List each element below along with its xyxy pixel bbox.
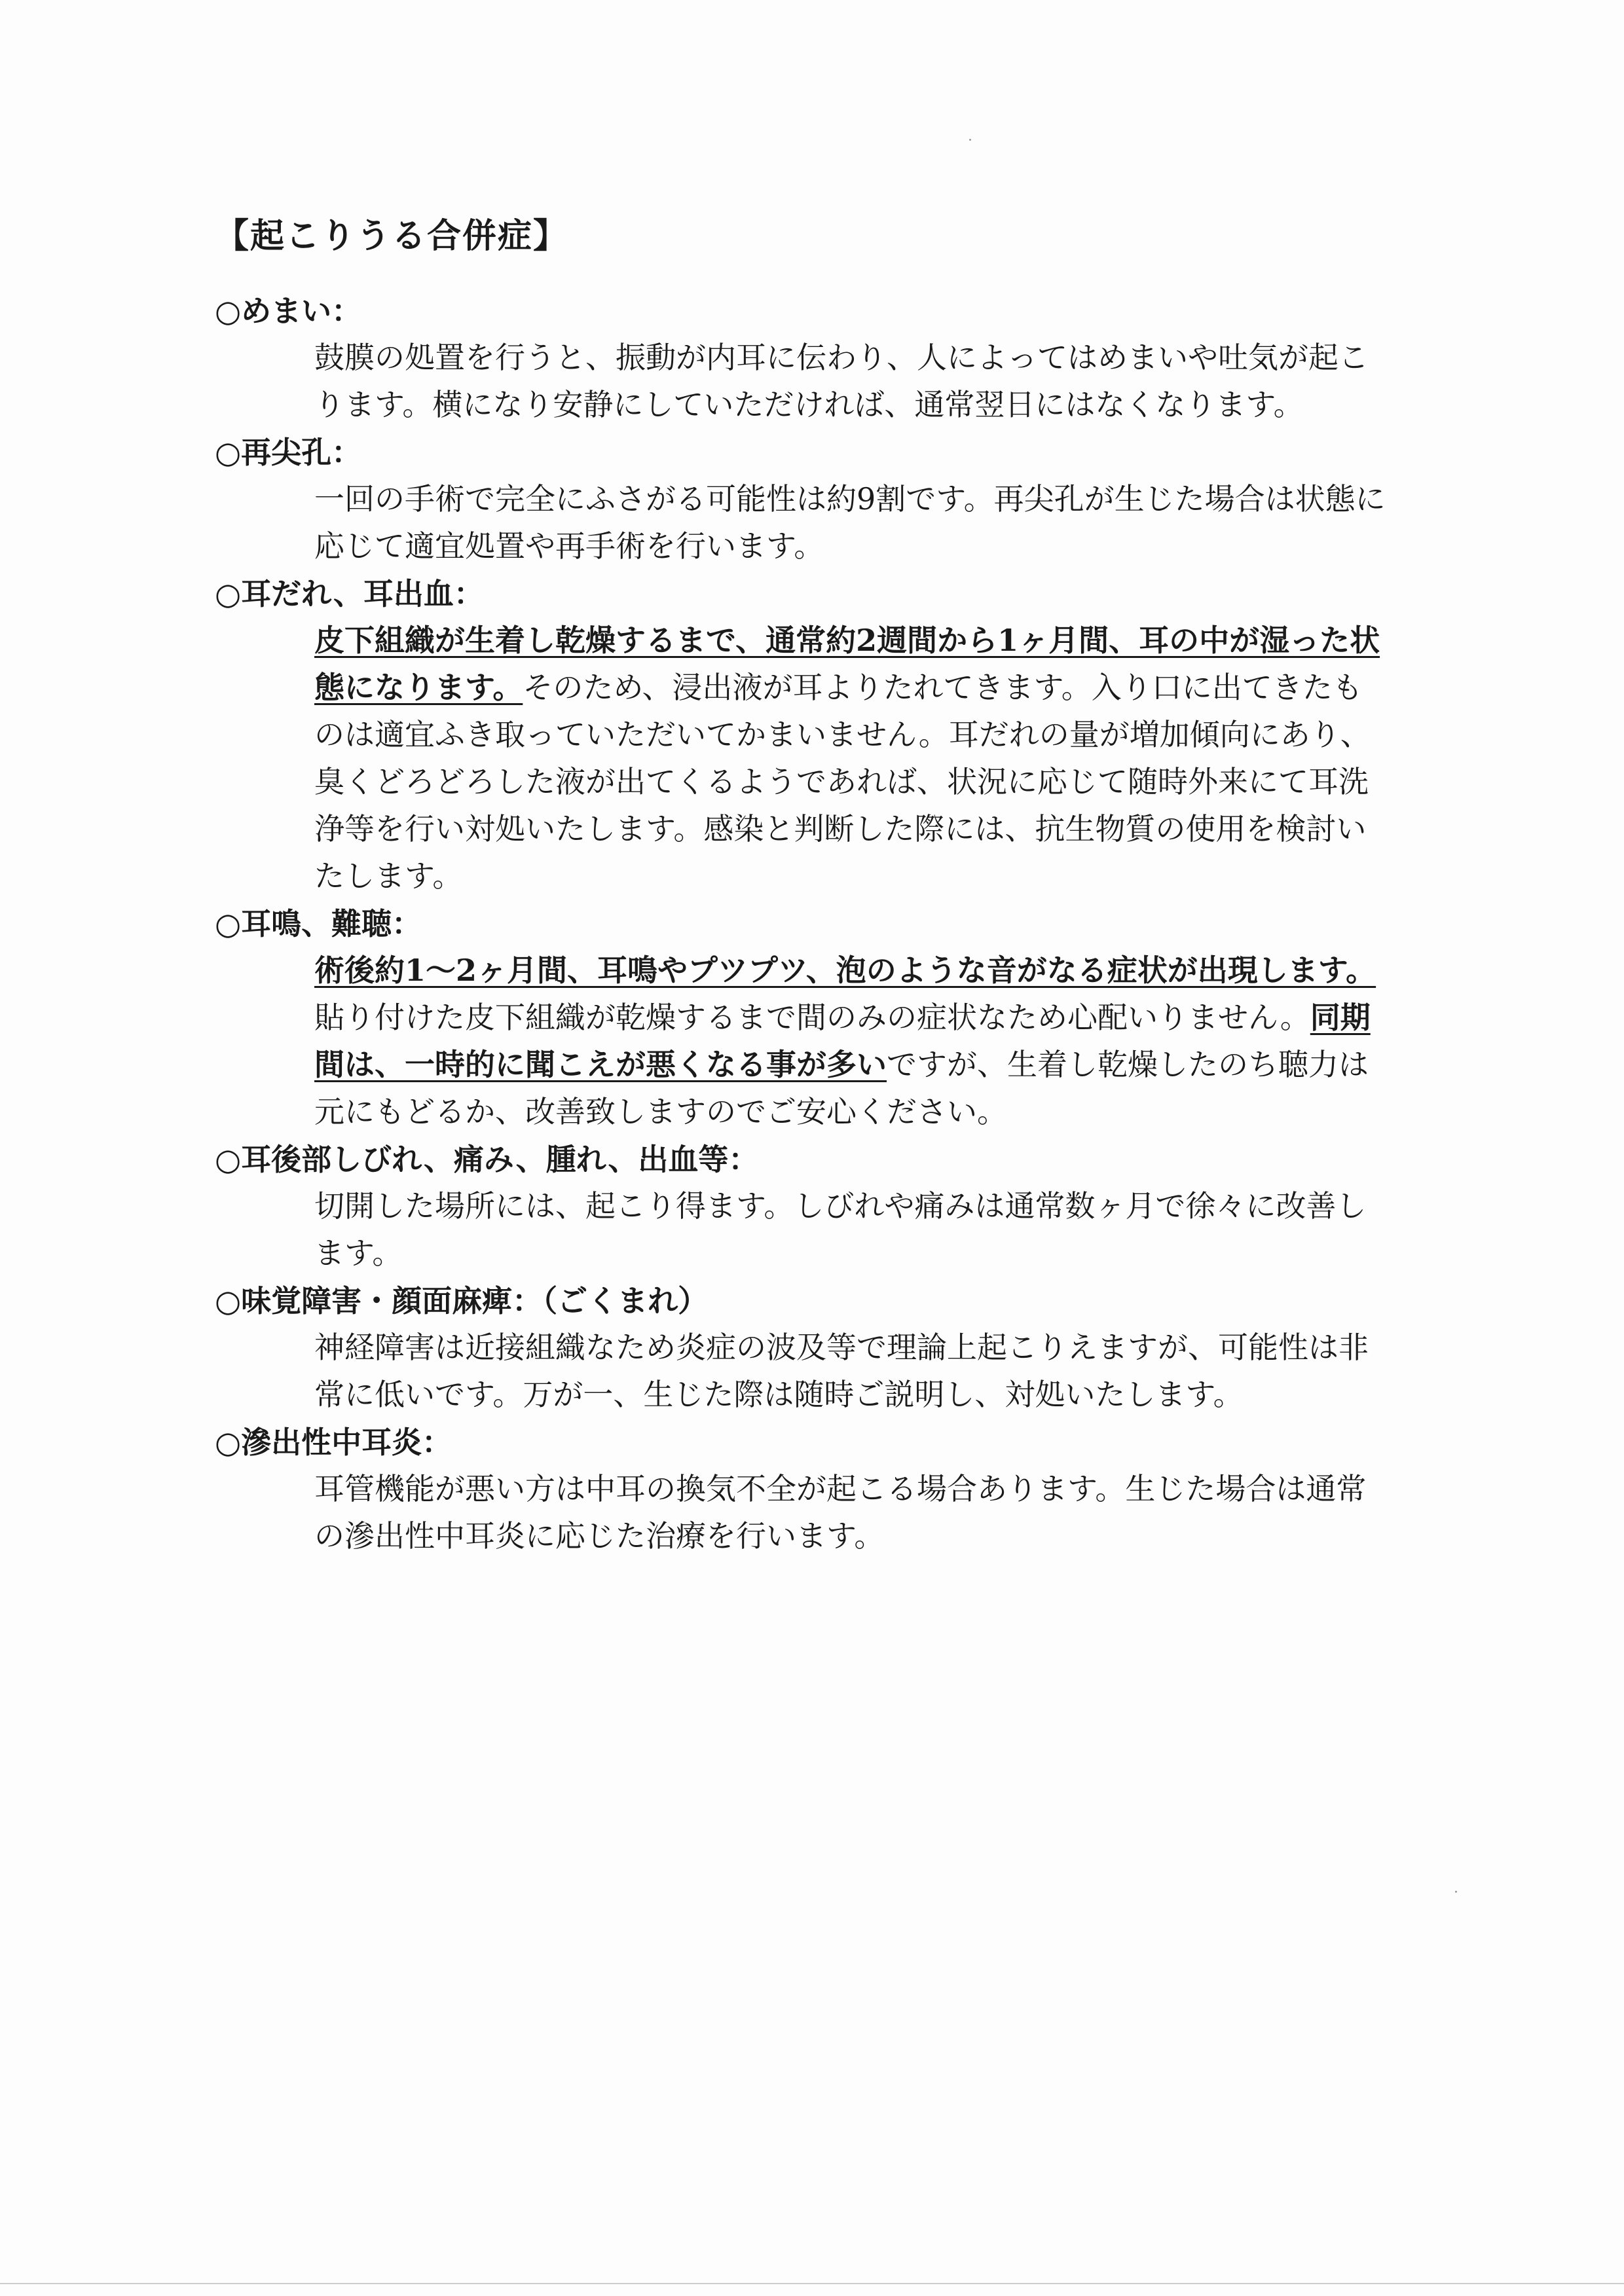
underlined-text: 間は、一時的に聞こえが悪くなる事が多い xyxy=(314,1047,887,1082)
section-body xyxy=(215,617,1459,900)
text-line xyxy=(314,711,1459,758)
section-body xyxy=(215,947,1459,1135)
text-line xyxy=(314,1371,1459,1418)
body-text: 鼓膜の処置を行うと、振動が内耳に伝わり、人によってはめまいや吐気が起こ xyxy=(314,340,1369,375)
underlined-text: 同期 xyxy=(1310,1000,1371,1035)
section-body xyxy=(215,1182,1459,1277)
text-line xyxy=(314,758,1459,805)
text-line xyxy=(314,1324,1459,1371)
text-line xyxy=(314,805,1459,852)
body-text: 切開した場所には、起こり得ます。しびれや痛みは通常数ヶ月で徐々に改善し xyxy=(314,1188,1367,1224)
scan-edge-line xyxy=(0,2283,1624,2284)
body-text: たします。 xyxy=(314,858,463,894)
text-line xyxy=(314,1230,1459,1277)
text-line xyxy=(314,617,1459,664)
section-heading: ○滲出性中耳炎： xyxy=(215,1425,452,1460)
document-title: 【起こりうる合併症】 xyxy=(215,216,569,256)
document-content xyxy=(215,288,1459,1561)
section-heading: ○耳だれ、耳出血： xyxy=(215,576,484,611)
section xyxy=(215,901,1459,1135)
text-line xyxy=(314,852,1459,900)
text-line xyxy=(314,381,1459,428)
body-text: 元にもどるか、改善致しますのでご安心ください。 xyxy=(314,1094,1007,1129)
text-line xyxy=(314,664,1459,711)
section-heading: ○耳後部しびれ、痛み、腫れ、出血等： xyxy=(215,1142,759,1177)
section-heading: ○再尖孔： xyxy=(215,435,362,470)
underlined-text: 術後約1～2ヶ月間、耳鳴やプツプツ、泡のような音がなる症状が出現します。 xyxy=(314,953,1376,988)
section-heading: ○味覚障害・顔面麻痺：（ごくまれ） xyxy=(215,1283,709,1319)
text-line xyxy=(314,994,1459,1041)
section xyxy=(215,1278,1459,1418)
text-line xyxy=(314,1041,1459,1088)
body-text: 浄等を行い対処いたします。感染と判断した際には、抗生物質の使用を検討い xyxy=(314,811,1367,847)
section-body xyxy=(215,334,1459,428)
section-heading: ○耳鳴、難聴： xyxy=(215,906,422,941)
body-text: 一回の手術で完全にふさがる可能性は約9割です。再尖孔が生じた場合は状態に xyxy=(314,481,1386,517)
text-line xyxy=(314,1088,1459,1135)
section xyxy=(215,429,1459,570)
body-text: 貼り付けた皮下組織が乾燥するまで間のみの症状なため心配いりません。 xyxy=(314,1000,1310,1035)
body-text: 常に低いです。万が一、生じた際は随時ご説明し、対処いたします。 xyxy=(314,1377,1244,1412)
section-body xyxy=(215,1324,1459,1418)
body-text: そのため、浸出液が耳よりたれてきます。入り口に出てきたも xyxy=(523,670,1363,705)
scan-speck xyxy=(1455,1891,1457,1893)
section xyxy=(215,1137,1459,1277)
body-text: ですが、生着し乾燥したのち聴力は xyxy=(887,1047,1369,1082)
text-line xyxy=(314,947,1459,994)
body-text: 応じて適宜処置や再手術を行います。 xyxy=(314,528,824,564)
text-line xyxy=(314,522,1459,570)
section-heading: ○めまい： xyxy=(215,293,362,329)
section xyxy=(215,288,1459,428)
body-text: 神経障害は近接組織なため炎症の波及等で理論上起こりえますが、可能性は非 xyxy=(314,1330,1369,1365)
section xyxy=(215,571,1459,900)
underlined-text: 皮下組織が生着し乾燥するまで、通常約2週間から1ヶ月間、耳の中が湿った状 xyxy=(314,623,1380,658)
section-body xyxy=(215,1465,1459,1559)
section xyxy=(215,1419,1459,1559)
body-text: ます。 xyxy=(314,1235,403,1271)
body-text: 臭くどろどろした液が出てくるようであれば、状況に応じて随時外来にて耳洗 xyxy=(314,764,1369,799)
body-text: のは適宜ふき取っていただいてかまいません。耳だれの量が増加傾向にあり、 xyxy=(314,717,1371,752)
text-line xyxy=(314,475,1459,522)
scan-speck xyxy=(969,139,971,141)
body-text: ります。横になり安静にしていただければ、通常翌日にはなくなります。 xyxy=(314,387,1304,422)
underlined-text: 態になります。 xyxy=(314,670,523,705)
text-line xyxy=(314,1512,1459,1559)
body-text: の滲出性中耳炎に応じた治療を行います。 xyxy=(314,1518,885,1554)
text-line xyxy=(314,1182,1459,1230)
body-text: 耳管機能が悪い方は中耳の換気不全が起こる場合あります。生じた場合は通常 xyxy=(314,1471,1367,1506)
text-line xyxy=(314,1465,1459,1512)
section-body xyxy=(215,475,1459,570)
text-line xyxy=(314,334,1459,381)
